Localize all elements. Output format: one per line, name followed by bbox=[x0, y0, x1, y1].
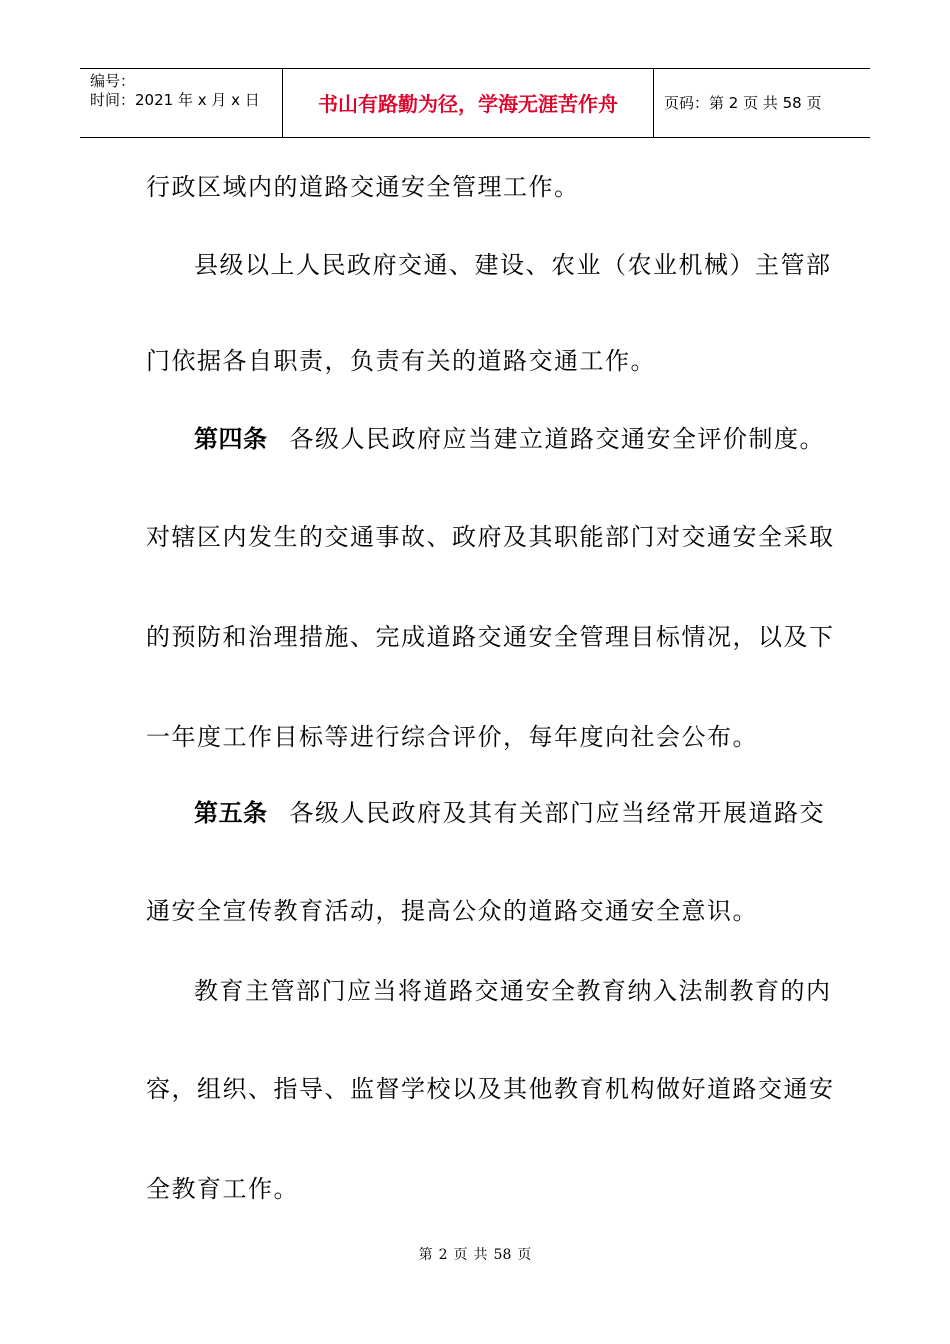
paragraph-line: 对辖区内发生的交通事故、政府及其职能部门对交通安全采取 bbox=[146, 523, 835, 551]
header-page-cell bbox=[654, 69, 870, 137]
article-text: 各级人民政府及其有关部门应当经常开展道路交 bbox=[289, 799, 825, 827]
article-label: 第四条 bbox=[194, 425, 268, 453]
page-code: 页码：第 2 页 共 58 页 bbox=[664, 94, 822, 112]
paragraph-line: 教育主管部门应当将道路交通安全教育纳入法制教育的内 bbox=[194, 977, 832, 1005]
page-footer bbox=[0, 1246, 950, 1264]
article-label: 第五条 bbox=[194, 799, 268, 827]
article-4 bbox=[194, 424, 825, 454]
paragraph-line: 全教育工作。 bbox=[146, 1175, 299, 1203]
footer-total-pages: 58 bbox=[493, 1247, 512, 1263]
paragraph-line: 通安全宣传教育活动，提高公众的道路交通安全意识。 bbox=[146, 897, 758, 925]
date-line: 时间：2021 年 x 月 x 日 bbox=[90, 91, 260, 109]
page-header bbox=[80, 68, 870, 138]
paragraph-line: 一年度工作目标等进行综合评价，每年度向社会公布。 bbox=[146, 723, 758, 751]
paragraph-line: 门依据各自职责，负责有关的道路交通工作。 bbox=[146, 347, 656, 375]
header-motto-cell bbox=[283, 69, 654, 137]
article-5 bbox=[194, 798, 825, 828]
footer-ye: 页 bbox=[517, 1247, 532, 1263]
article-text: 各级人民政府应当建立道路交通安全评价制度。 bbox=[289, 425, 825, 453]
footer-ye: 页 bbox=[453, 1247, 468, 1263]
paragraph-line: 的预防和治理措施、完成道路交通安全管理目标情况，以及下 bbox=[146, 623, 835, 651]
footer-di: 第 bbox=[418, 1247, 433, 1263]
number-label: 编号： bbox=[90, 72, 136, 90]
footer-gong: 共 bbox=[473, 1247, 488, 1263]
footer-page-number: 2 bbox=[438, 1247, 448, 1263]
header-info-cell bbox=[80, 69, 283, 137]
motto-text: 书山有路勤为径，学海无涯苦作舟 bbox=[318, 92, 618, 116]
paragraph-line: 容，组织、指导、监督学校以及其他教育机构做好道路交通安 bbox=[146, 1075, 835, 1103]
paragraph-line: 县级以上人民政府交通、建设、农业（农业机械）主管部 bbox=[194, 251, 832, 279]
paragraph-line: 行政区域内的道路交通安全管理工作。 bbox=[146, 173, 580, 201]
